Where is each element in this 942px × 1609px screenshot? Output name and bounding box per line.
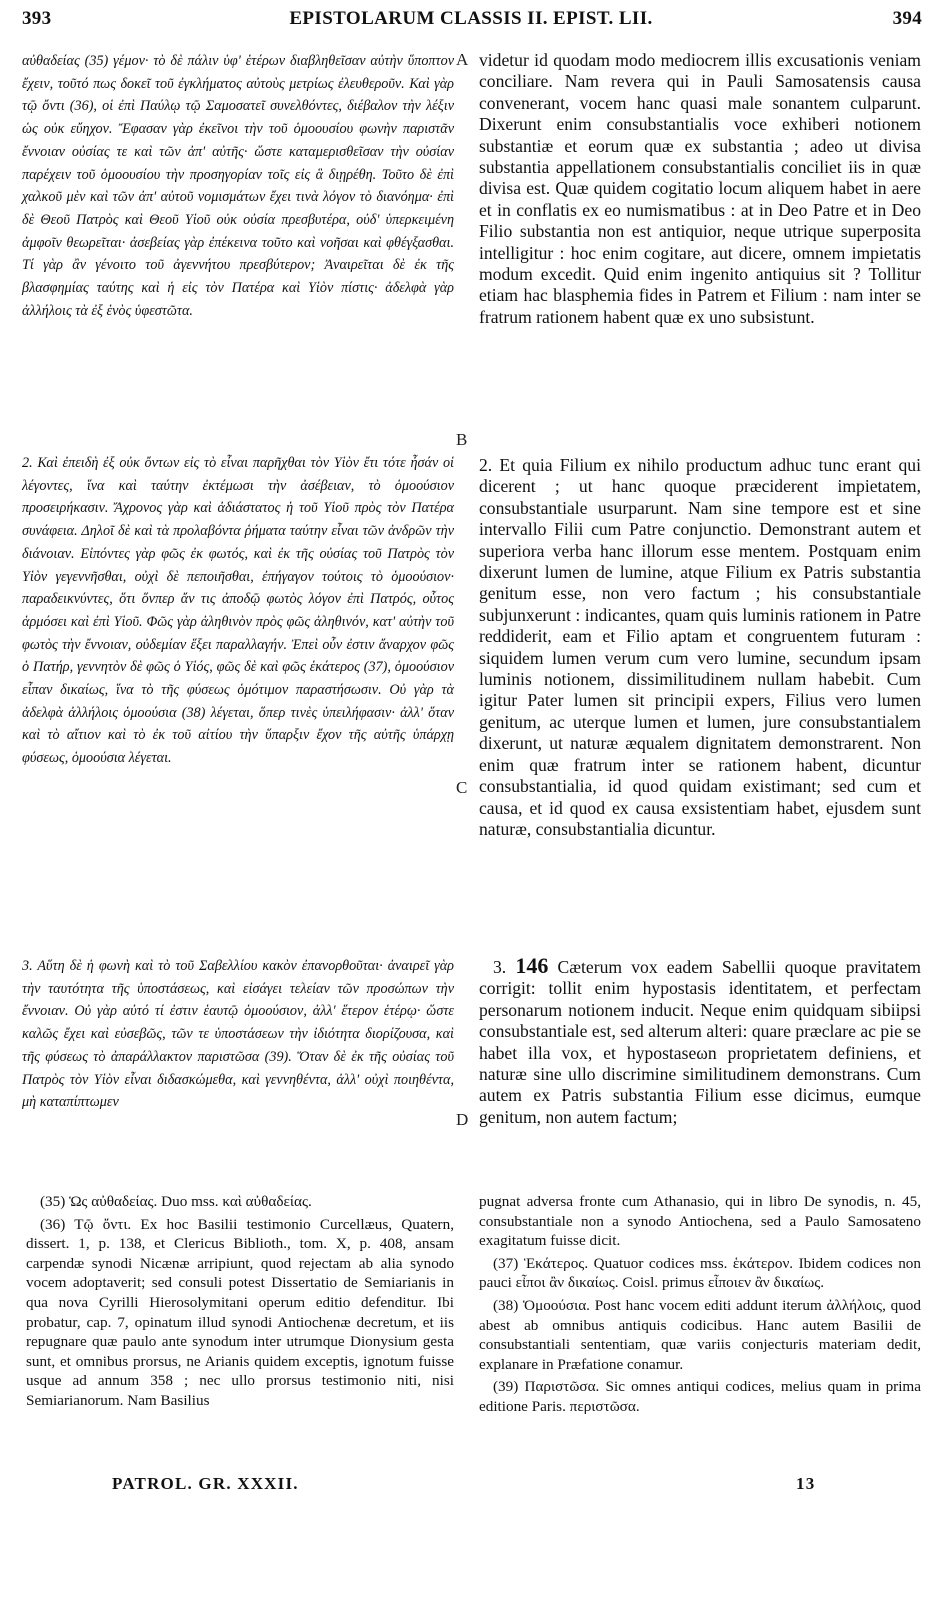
footnote-37: (37) Ἑκάτερος. Quatuor codices mss. ἑκάτερον. Ibidem codices non pauci εἶποι ἂν δικαίως. Coisl. primus εἶποιεν ἂν δικαίως. [479,1254,921,1292]
footnotes-left [26,1192,454,1414]
margin-letter-a: A [456,50,469,69]
running-title: EPISTOLARUM CLASSIS II. EPIST. LII. [289,8,653,29]
footnote-35: (35) Ὡς αὐθαδείας. Duo mss. καὶ αὐθαδείας. [40,1193,312,1210]
footer-signature: 13 [796,1474,816,1493]
greek-text-2: 2. Καὶ ἐπειδὴ ἐξ οὐκ ὄντων εἰς τὸ εἶναι παρῆχθαι τὸν Υἱὸν ἔτι τότε ἦσάν οἱ λέγοντες, ἵνα καὶ ταύτην ἐκτέμωσι τὴν ἀσέβειαν, τὸ ὁμοούσιον προσειρήκασιν. Ἄχρονος γὰρ καὶ ἀδιάστατος ἡ τοῦ Υἱοῦ πρὸς τὸν Πατέρα συνάφεια. Δηλοῖ δὲ καὶ τὰ προλαβόντα ῥήματα ταύτην εἶναι τῶν ἀνδρῶν τὴν διάνοιαν. Εἰπόντες γὰρ φῶς ἐκ φωτός, καὶ ἐκ τῆς οὐσίας τοῦ Πατρὸς τὸν Υἱὸν γεγεννῆσθαι, οὐχὶ δὲ πεποιῆσθαι, ἐπήγαγον τούτοις τὸ ὁμοούσιον· παραδεικνύντες, ὅτι ὅνπερ ἄν τις ἀποδῷ φωτὸς λόγον ἐπὶ Πατρός, οὗτος ἁρμόσει καὶ ἐπὶ Υἱοῦ. Φῶς γὰρ ἀληθινὸν πρὸς φῶς ἀληθινόν, κατ' αὐτὴν τοῦ φωτὸς τὴν ἔννοιαν, οὐδεμίαν ἕξει παραλλαγήν. Ἐπεὶ οὖν ἐστιν ἄναρχον φῶς ὁ Πατήρ, γεννητὸν δὲ φῶς ὁ Υἱός, φῶς δὲ καὶ φῶς ἑκάτερος (37), ὁμοούσιον εἶπαν δικαίως, ἵνα τὸ τῆς φύσεως ὁμότιμον παραστήσωσιν. Οὐ γὰρ τὰ ἀδελφὰ ἀλλήλοις ὁμοούσια (38) λέγεται, ὅπερ τινὲς ὑπειλήφασιν· ἀλλ' ὅταν καὶ τὸ αἴτιον καὶ τὸ ἐκ τοῦ αἰτίου τὴν ὕπαρξιν ἔχον τῆς αὐτῆς ὑπάρχῃ φύσεως, ὁμοούσια λέγεται. [22,455,454,767]
footer-volume: PATROL. GR. XXXII. [112,1474,299,1493]
footnotes-right [479,1192,921,1420]
latin-paragraph-1 [479,50,921,328]
column-number: 146 [515,953,549,978]
latin-text-3: Cæterum vox eadem Sabellii quoque pravitatem corrigit: tollit enim hypostasis identitatem, et perfectam personarum notionem inducit. Neque enim quidquam sibiipsi consubstantiale est, sed alterum alteri: quare præclare ac pie se habet illa vox, et hypostaseωn proprietatem definiens, et naturæ sine ullo discrimine similitudinem demonstrans. Cum autem ex Patris substantia Filium esse dicimus, eumque genitum, non autem factum; [479,957,921,1127]
footnote-36: (36) Τῷ ὄντι. Ex hoc Basilii testimonio Curcellæus, Quatern, dissert. 1, p. 138, et Clericus Biblioth., tom. X, p. 408, ansam carpendæ synodi Nicænæ arripiunt, quod rejectam ab alia synodo vocem adoptaverit; sed consuli potest Dissertatio de Semiarianis in qua nova Cyrilli Hierosolymitani operum editio defenditur. Ibi probatur, cap. 7, opinatum illud synodi Antiochenæ decretum, et iis repugnare quæ paulo ante synodum inter utrumque Dionysium gesta sunt, et omnibus prorsus, ne Arianis quidem exceptis, ignotum fuisse usque ad annum 358 ; nec ullo prorsus testimonio niti, nisi Semiarianorum. Nam Basilius [26,1215,454,1409]
page-number-right: 394 [892,8,922,29]
footnote-36-continued: pugnat adversa fronte cum Athanasio, qui in libro De synodis, n. 45, consubstantiale non a synodo Antiochena, sed a Paulo Samosateno exagitatum fuisse dicit. [479,1193,921,1250]
margin-letter-b: B [456,430,468,449]
greek-paragraph-1 [22,50,454,322]
footnote-39: (39) Παριστῶσα. Sic omnes antiqui codices, melius quam in prima editione Paris. περιστῶσα. [479,1378,921,1415]
latin-text-1: videtur id quodam modo mediocrem illis excusationis veniam conciliare. Nam revera qui in Pauli Samosatensis causa convenerant, vocem hanc quasi male sonantem culparunt. Dixerunt enim consubstantialis voce exhiberi notionem substantiæ et eorum quæ ex substantia ; adeo ut divisa substantia appellationem consubstantialis conciliet iis in quæ divisa est. Quæ quidem cogitatio locum aliquem habet in aere et in conflatis ex eo numismatibus : at in Deo Patre et in Deo Filio substantia non est antiquior, neque utrique superposita intelligitur : hoc enim cogitare, aut dicere, omnem impietatis modum excedit. Quid enim ingenito antiquius sit ? Tollitur etiam hac blasphemia fides in Patrem et Filium : nam inter se fratrum rationem habent quæ ex uno subsistunt. [479,50,921,327]
latin-text-2: 2. Et quia Filium ex nihilo productum adhuc tunc erant qui dicerent ; ut hanc quoque præciderent impietatem, consubstantiale usurparunt. Nam sine tempore est et sine intervallo Filii cum Patre conjunctio. Demonstrant autem et superiora verba hanc illorum esse mentem. Postquam enim dixerunt lumen de lumine, atque Filium ex Patris substantia genitum esse, non vero factum ; his consubstantiale subjunxerunt : indicantes, quam quis luminis rationem in Patre reddiderit, eam et Filio aptam et congruentem futuram : siquidem lumen verum cum vero lumine, secundum ipsam luminis notionem, dissimilitudinem nullam habebit. Cum igitur Pater lumen sit principii expers, Filius vero lumen genitum, ac uterque lumen et lumen, jure consubstantialem dixerunt, ut naturæ æqualem dignitatem demonstrarent. Non enim quæ fratrum inter se rationem habent, dicuntur consubstantialia, id quod quidam existimant; sed cum et causa, et id quod ex causa exsistentiam habet, ejusdem sunt naturæ, consubstantialia dicuntur. [479,455,921,839]
margin-letter-c: C [456,778,468,797]
page-number-left: 393 [22,8,52,29]
margin-letter-d: D [456,1110,469,1129]
latin-section-number: 3. [493,957,507,977]
greek-text-1: αὐθαδείας (35) γέμον· τὸ δὲ πάλιν ὑφ' ἑτέρων διαβληθεῖσαν αὐτὴν ὕποπτον ἔχειν, τοῦτό πως δοκεῖ τοῦ ἐγκλήματος αὐτοὺς μετρίως ἐλευθεροῦν. Καὶ γὰρ τῷ ὄντι (36), οἱ ἐπὶ Παύλῳ τῷ Σαμοσατεῖ συνελθόντες, διέβαλον τὴν λέξιν ὡς οὐκ εὔηχον. Ἔφασαν γὰρ ἐκεῖνοι τὴν τοῦ ὁμοουσίου φωνὴν παριστᾶν ἔννοιαν οὐσίας τε καὶ τῶν ἀπ' αὐτῆς· ὥστε καταμερισθεῖσαν τὴν οὐσίαν παρέχειν τοῦ ὁμοουσίου τὴν προσηγορίαν τοῖς εἰς ἃ διῃρέθη. Τοῦτο δὲ ἐπὶ χαλκοῦ μὲν καὶ τῶν ἀπ' αὐτοῦ νομισμάτων ἔχει τινὰ λόγον τὸ διανόημα· ἐπὶ δὲ Θεοῦ Πατρὸς καὶ Θεοῦ Υἱοῦ οὐκ οὐσία πρεσβυτέρα, οὐδ' ὑπερκειμένη ἀμφοῖν θεωρεῖται· ἀσεβείας γὰρ ἐπέκεινα τοῦτο καὶ νοῆσαι καὶ φθέγξασθαι. Τί γὰρ ἂν γένοιτο τοῦ ἀγεννήτου πρεσβύτερον; Ἀναιρεῖται δὲ ἐκ τῆς βλασφημίας ταύτης καὶ ἡ εἰς τὸν Πατέρα καὶ Υἱὸν πίστις· ἀδελφὰ γὰρ ἀλλήλοις τὰ ἐξ ἑνὸς ὑφεστῶτα. [22,53,454,319]
footnote-38: (38) Ὁμοούσια. Post hanc vocem editi addunt iterum ἀλλήλοις, quod abest ab omnibus antiquis codicibus. Hanc autem Basilii de consubstantiali sententiam, quæ variis conjecturis materiam dedit, explanare in Præfatione conamur. [479,1296,921,1373]
greek-paragraph-2 [22,452,454,770]
greek-text-3: 3. Αὕτη δὲ ἡ φωνὴ καὶ τὸ τοῦ Σαβελλίου κακὸν ἐπανορθοῦται· ἀναιρεῖ γὰρ τὴν ταυτότητα τῆς ὑποστάσεως, καὶ εἰσάγει τελείαν τῶν προσώπων τὴν ἔννοιαν. Οὐ γὰρ αὐτό τί ἐστιν ἑαυτῷ ὁμοούσιον, ἀλλ' ἕτερον ἑτέρῳ· ὥστε καλῶς ἔχει καὶ εὐσεβῶς, τῶν τε ὑποστάσεων τὴν ἰδιότητα διορίζουσα, καὶ τῆς φύσεως τὸ ἀπαράλλακτον παριστῶσα (39). Ὅταν δὲ ἐκ τῆς οὐσίας τοῦ Πατρὸς τὸν Υἱὸν εἶναι διδασκώμεθα, καὶ γεννηθέντα, ἀλλ' οὐχὶ ποιηθέντα, μὴ καταπίπτωμεν [22,958,454,1111]
latin-paragraph-3 [479,955,921,1128]
latin-paragraph-2 [479,455,921,840]
greek-paragraph-3 [22,955,454,1114]
